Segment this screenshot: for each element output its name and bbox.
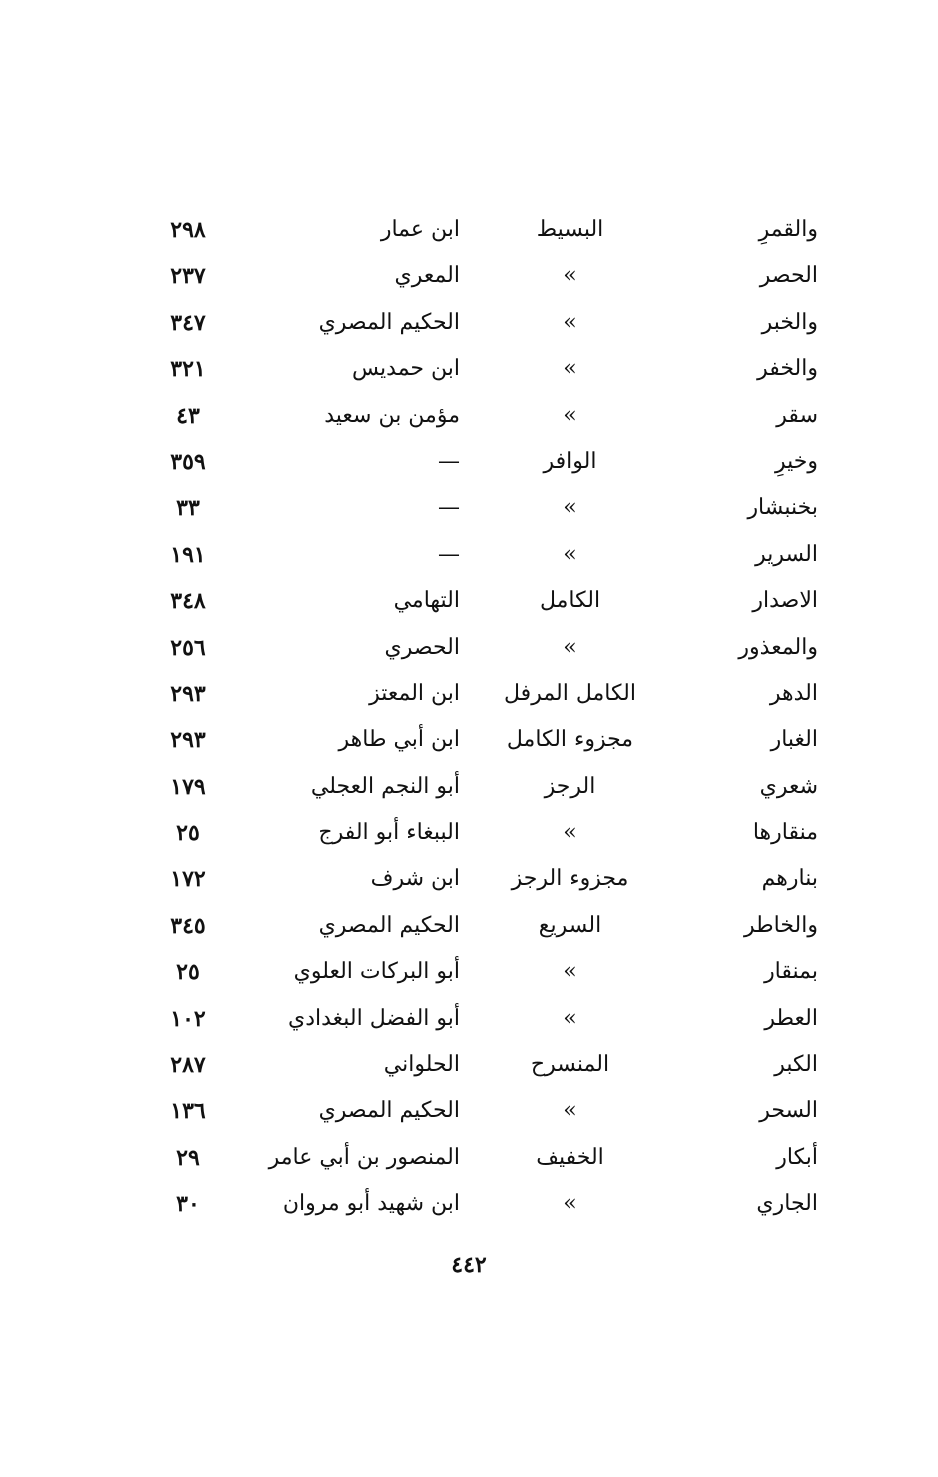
table-row xyxy=(140,720,830,766)
page-reference: ٢٩٨ xyxy=(170,217,206,243)
poet-name: الحكيم المصري xyxy=(318,1098,460,1124)
rhyme-word: العطر xyxy=(764,1005,818,1031)
table-row xyxy=(140,1138,830,1184)
rhyme-word: الاصدار xyxy=(752,588,818,614)
rhyme-word: الجاري xyxy=(756,1191,818,1217)
poetic-meter: الكامل المرفل xyxy=(504,680,636,706)
rhyme-word: السرير xyxy=(755,541,818,567)
page-reference: ٢٩ xyxy=(176,1144,200,1171)
poetic-meter: مجزوء الكامل xyxy=(506,727,634,753)
poetic-meter: الرجز xyxy=(544,773,596,799)
poetic-meter: » xyxy=(563,263,577,289)
rhyme-word: والخبر xyxy=(761,309,818,335)
rhyme-word: والخاطر xyxy=(744,912,818,938)
poet-name: الحكيم المصري xyxy=(318,309,460,335)
rhyme-word: الدهر xyxy=(769,680,818,706)
table-row xyxy=(140,674,830,720)
rhyme-word: سقر xyxy=(776,402,818,428)
rhyme-word: الحصر xyxy=(759,263,818,289)
table-row xyxy=(140,303,830,349)
poet-name: الحلواني xyxy=(383,1052,460,1078)
table-row xyxy=(140,488,830,534)
page-reference: ٢٥٦ xyxy=(170,634,206,661)
poetic-meter: » xyxy=(563,820,577,846)
rhyme-word: والخفر xyxy=(757,356,818,382)
poetic-meter: البسيط xyxy=(536,217,604,242)
poet-name: ابن شهيد أبو مروان xyxy=(282,1191,460,1217)
table-row xyxy=(140,396,830,442)
rhyme-word: الكبر xyxy=(774,1052,818,1078)
poetic-meter: » xyxy=(563,1098,577,1124)
poet-name: أبو الفضل البغدادي xyxy=(287,1005,460,1031)
table-row xyxy=(140,1184,830,1230)
page-reference: ٣٤٥ xyxy=(170,912,206,939)
poet-name: الببغاء أبو الفرج xyxy=(318,820,460,846)
poet-name: — xyxy=(438,495,460,521)
poet-name: ابن شرف xyxy=(370,866,460,892)
page-reference: ٢٥ xyxy=(176,959,200,986)
poetic-meter: » xyxy=(563,402,577,428)
poetic-meter: » xyxy=(563,541,577,567)
poet-name: التهامي xyxy=(393,588,460,614)
rhyme-index-table xyxy=(140,210,830,1231)
rhyme-word: بخنبشار xyxy=(747,495,818,521)
poet-name: ابن المعتز xyxy=(369,680,460,706)
page-reference: ١٧٩ xyxy=(170,773,206,800)
poet-name: ابن أبي طاهر xyxy=(338,727,460,753)
page-number: ٤٤٢ xyxy=(451,1252,487,1278)
table-row xyxy=(140,442,830,488)
rhyme-word: أبكار xyxy=(776,1144,818,1170)
poet-name: أبو البركات العلوي xyxy=(293,959,460,985)
page-reference: ٢٩٣ xyxy=(170,680,206,707)
table-row xyxy=(140,813,830,859)
table-row xyxy=(140,999,830,1045)
rhyme-word: منقارها xyxy=(752,820,818,846)
page-reference: ١٣٦ xyxy=(170,1098,206,1125)
poet-name: ابن حمديس xyxy=(351,356,460,382)
rhyme-word: والقمرِ xyxy=(758,217,818,242)
rhyme-word: شعري xyxy=(759,773,818,799)
rhyme-word: بنارهم xyxy=(761,866,818,892)
table-row xyxy=(140,535,830,581)
table-row xyxy=(140,349,830,395)
poet-name: المنصور بن أبي عامر xyxy=(268,1144,460,1170)
page-reference: ٣٤٧ xyxy=(170,309,206,336)
table-row xyxy=(140,628,830,674)
poetic-meter: » xyxy=(563,634,577,660)
poet-name: الحصري xyxy=(384,634,460,660)
rhyme-word: وخيرِ xyxy=(774,448,818,474)
poetic-meter: » xyxy=(563,495,577,521)
page-reference: ٣٤٨ xyxy=(170,588,206,615)
rhyme-word: الغبار xyxy=(770,727,818,753)
poet-name: — xyxy=(438,448,460,474)
rhyme-word: السحر xyxy=(759,1098,818,1124)
table-row xyxy=(140,256,830,302)
poetic-meter: السريع xyxy=(538,912,602,938)
poetic-meter: الكامل xyxy=(539,588,601,614)
poetic-meter: مجزوء الرجز xyxy=(511,866,629,892)
poetic-meter: المنسرح xyxy=(530,1052,610,1078)
poet-name: مؤمن بن سعيد xyxy=(324,402,460,428)
poetic-meter: » xyxy=(563,959,577,985)
table-row xyxy=(140,581,830,627)
page-reference: ٢٥ xyxy=(176,820,200,847)
table-row xyxy=(140,859,830,905)
poetic-meter: » xyxy=(563,1191,577,1217)
poetic-meter: الوافر xyxy=(543,448,597,474)
page-reference: ٤٣ xyxy=(176,402,200,429)
page-reference: ٢٣٧ xyxy=(170,263,206,290)
page-reference: ٣٣ xyxy=(176,495,200,522)
page-reference: ٣٥٩ xyxy=(170,448,206,475)
poetic-meter: » xyxy=(563,309,577,335)
page-reference: ٣٢١ xyxy=(170,356,206,383)
page-reference: ٢٨٧ xyxy=(170,1052,206,1079)
table-row xyxy=(140,1091,830,1137)
table-row xyxy=(140,767,830,813)
table-row xyxy=(140,1045,830,1091)
page-reference: ١٩١ xyxy=(170,541,206,568)
page-reference: ١٧٢ xyxy=(170,866,206,893)
poet-name: — xyxy=(438,541,460,567)
poetic-meter: » xyxy=(563,1005,577,1031)
table-row xyxy=(140,210,830,256)
poetic-meter: » xyxy=(563,356,577,382)
poet-name: الحكيم المصري xyxy=(318,912,460,938)
table-row xyxy=(140,906,830,952)
poet-name: المعري xyxy=(394,263,460,289)
rhyme-word: والمعذور xyxy=(738,634,818,660)
page-reference: ١٠٢ xyxy=(170,1005,206,1032)
table-row xyxy=(140,952,830,998)
rhyme-word: بمنقار xyxy=(764,959,818,985)
page-reference: ٣٠ xyxy=(176,1191,200,1218)
page-reference: ٢٩٣ xyxy=(170,727,206,754)
poetic-meter: الخفيف xyxy=(536,1144,604,1170)
poet-name: ابن عمار xyxy=(380,217,460,242)
poet-name: أبو النجم العجلي xyxy=(310,773,460,799)
